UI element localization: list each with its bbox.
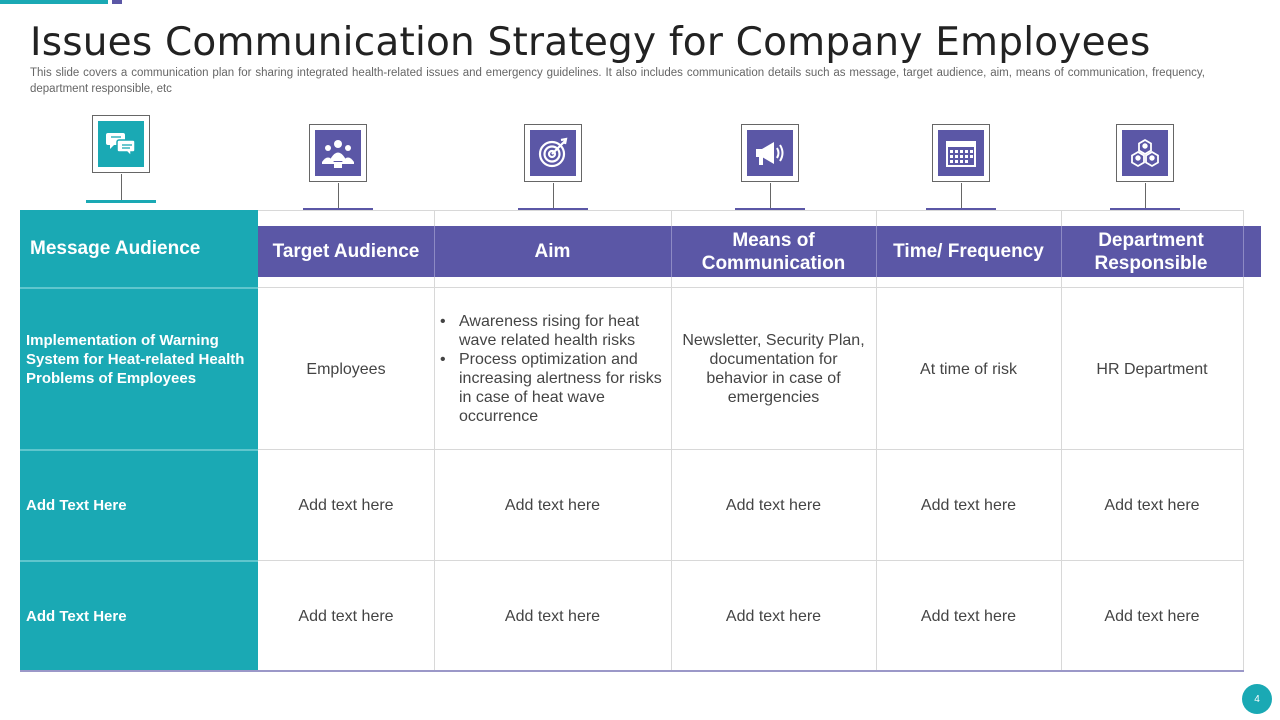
col-divider	[1243, 210, 1244, 671]
connector-line	[553, 183, 554, 208]
target-audience-icon-box	[309, 124, 367, 182]
message-icon-box	[92, 115, 150, 173]
header-divider	[1061, 226, 1062, 277]
megaphone-icon	[747, 130, 793, 176]
aim-icon-box	[524, 124, 582, 182]
header-divider	[1243, 226, 1244, 277]
cell-department: Add text here	[1104, 607, 1200, 625]
cell-means: Add text here	[725, 496, 822, 514]
column-header-target-audience: Target Audience	[272, 241, 420, 262]
cell-time: Add text here	[920, 496, 1017, 514]
cell-means: Newsletter, Security Plan, documentation for behavior in case of emergencies	[682, 332, 865, 406]
cell-aim: Add text here	[504, 607, 601, 625]
column-header-aim: Aim	[534, 241, 571, 262]
department-icon-box	[1116, 124, 1174, 182]
cell-target: Add text here	[298, 607, 394, 625]
connector-line	[961, 183, 962, 208]
department-icon	[1122, 130, 1168, 176]
page-number-badge: 4	[1242, 684, 1272, 714]
cell-target: Employees	[306, 360, 386, 378]
cell-department: HR Department	[1096, 360, 1208, 378]
cell-aim: Add text here	[504, 496, 601, 514]
column-header-means: Means of Communication	[701, 229, 846, 274]
time-icon-box	[932, 124, 990, 182]
accent-bar-teal	[0, 0, 108, 4]
cell-time: Add text here	[920, 607, 1017, 625]
target-icon	[530, 130, 576, 176]
calendar-icon	[938, 130, 984, 176]
aim-bullet: • Awareness rising for heat wave related health risks	[440, 312, 668, 350]
chat-bubbles-icon	[98, 121, 144, 167]
means-icon-box	[741, 124, 799, 182]
header-divider	[671, 226, 672, 277]
page-subtitle: This slide covers a communication plan for sharing integrated health-related issues and emergency guidelines. It also includes communication details such as message, target audience, aim, means of communication, frequency, department responsible, etc	[30, 67, 1205, 95]
row-header-column	[20, 210, 258, 671]
connector-line	[1145, 183, 1146, 208]
column-header-time: Time/ Frequency	[893, 241, 1044, 262]
connector-line	[338, 183, 339, 208]
accent-bar-purple	[112, 0, 122, 4]
row-label: Add Text Here	[26, 608, 127, 625]
aim-bullet-list	[440, 312, 668, 426]
team-icon	[315, 130, 361, 176]
row-header-divider	[20, 449, 258, 451]
cell-means: Add text here	[725, 607, 822, 625]
column-header-department: Department Responsible	[1094, 229, 1208, 274]
row-label: Implementation of Warning System for Heat-related Health Problems of Employees	[26, 332, 245, 387]
row-divider	[258, 287, 1244, 288]
row-header-title: Message Audience	[30, 238, 201, 259]
table-bottom-border	[20, 670, 1244, 672]
cell-time: At time of risk	[920, 360, 1017, 378]
page-title: Issues Communication Strategy for Company Employees	[30, 20, 1151, 65]
connector-line	[770, 183, 771, 208]
cell-target: Add text here	[298, 496, 394, 514]
aim-bullet: • Process optimization and increasing alertness for risks in case of heat wave occurrence	[440, 350, 668, 426]
cell-department: Add text here	[1104, 496, 1200, 514]
row-label: Add Text Here	[26, 497, 127, 514]
table-top-border	[258, 210, 1244, 211]
row-header-divider	[20, 560, 258, 562]
connector-foot	[86, 200, 156, 203]
row-header-divider	[20, 287, 258, 289]
connector-line	[121, 174, 122, 200]
